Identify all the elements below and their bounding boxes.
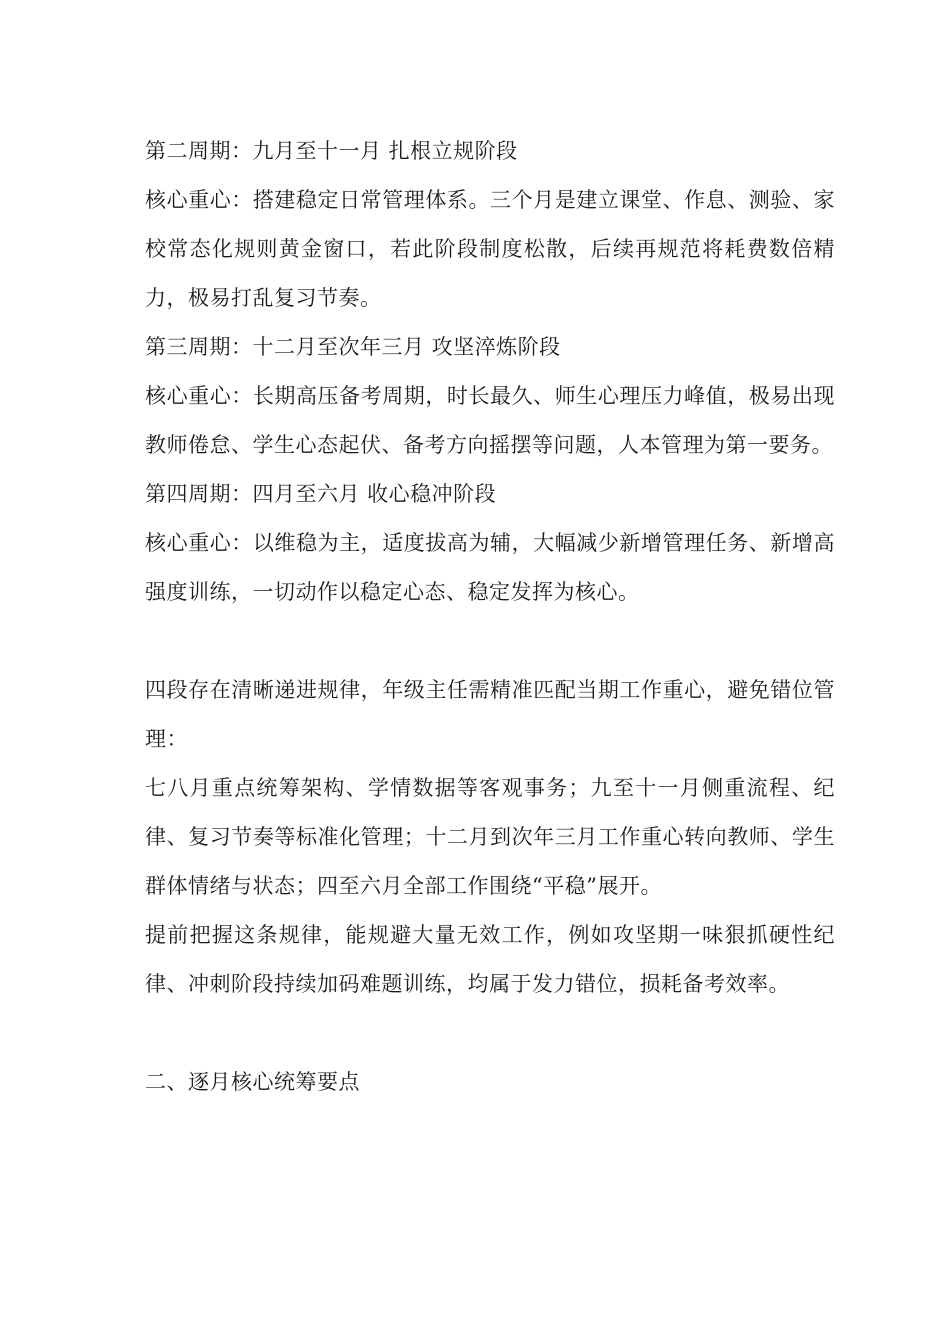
period-four-focus: 核心重心：以维稳为主，适度拔高为辅，大幅减少新增管理任务、新增高强度训练，一切动作以稳定心态、稳定发挥为核心。 (145, 531, 835, 604)
progression-detail: 七八月重点统筹架构、学情数据等客观事务；九至十一月侧重流程、纪律、复习节奏等标准化管理；十二月到次年三月工作重心转向教师、学生群体情绪与状态；四至六月全部工作围绕“平稳”展开。 (145, 776, 835, 898)
period-four-heading: 第四周期：四月至六月 收心稳冲阶段 (145, 482, 497, 506)
document-page (145, 127, 835, 1107)
paragraph-spacer (145, 617, 835, 666)
period-three-heading: 第三周期：十二月至次年三月 攻坚淬炼阶段 (145, 335, 561, 359)
progression-advice: 提前把握这条规律，能规避大量无效工作，例如攻坚期一味狠抓硬性纪律、冲刺阶段持续加码难题训练，均属于发力错位，损耗备考效率。 (145, 923, 835, 996)
period-two-focus: 核心重心：搭建稳定日常管理体系。三个月是建立课堂、作息、测验、家校常态化规则黄金窗口，若此阶段制度松散，后续再规范将耗费数倍精力，极易打乱复习节奏。 (145, 188, 835, 310)
period-three-focus: 核心重心：长期高压备考周期，时长最久、师生心理压力峰值，极易出现教师倦怠、学生心态起伏、备考方向摇摆等问题，人本管理为第一要务。 (145, 384, 835, 457)
progression-intro: 四段存在清晰递进规律，年级主任需精准匹配当期工作重心，避免错位管理： (145, 678, 835, 751)
section-two-heading: 二、逐月核心统筹要点 (145, 1070, 360, 1094)
paragraph-spacer (145, 1009, 835, 1058)
period-two-heading: 第二周期：九月至十一月 扎根立规阶段 (145, 139, 518, 163)
